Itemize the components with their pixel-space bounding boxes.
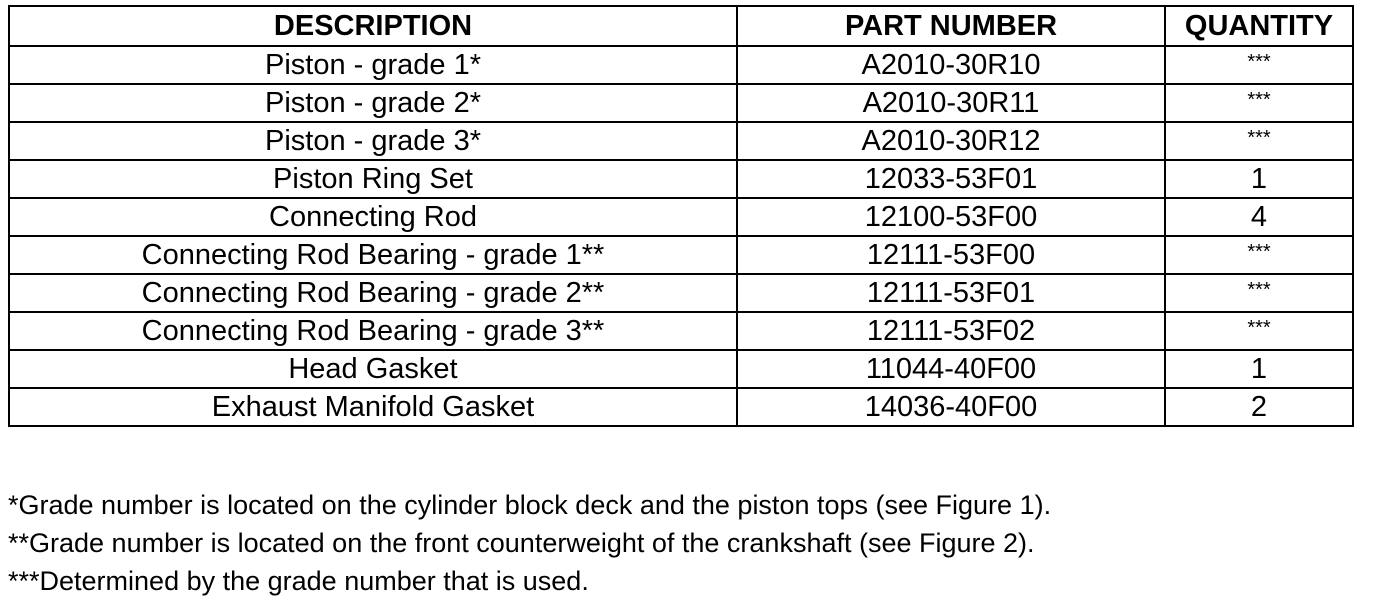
cell-description: Head Gasket xyxy=(9,350,737,388)
cell-description: Piston - grade 1* xyxy=(9,46,737,84)
cell-description: Piston Ring Set xyxy=(9,160,737,198)
cell-quantity: *** xyxy=(1165,84,1353,122)
footnotes xyxy=(8,486,1051,600)
cell-part-number: A2010-30R12 xyxy=(737,122,1165,160)
footnote-grade-bearing: **Grade number is located on the front counterweight of the crankshaft (see Figure 2). xyxy=(8,528,1035,558)
table-row xyxy=(9,198,1353,236)
header-quantity: QUANTITY xyxy=(1165,6,1353,46)
table-row xyxy=(9,236,1353,274)
cell-part-number: 11044-40F00 xyxy=(737,350,1165,388)
cell-quantity: *** xyxy=(1165,46,1353,84)
cell-description: Connecting Rod xyxy=(9,198,737,236)
table-header-row xyxy=(9,6,1353,46)
cell-quantity: *** xyxy=(1165,122,1353,160)
cell-part-number: A2010-30R10 xyxy=(737,46,1165,84)
cell-quantity: 2 xyxy=(1165,388,1353,426)
table-row xyxy=(9,312,1353,350)
cell-part-number: 14036-40F00 xyxy=(737,388,1165,426)
table-row xyxy=(9,388,1353,426)
cell-part-number: 12111-53F02 xyxy=(737,312,1165,350)
cell-quantity: 1 xyxy=(1165,350,1353,388)
cell-quantity: 4 xyxy=(1165,198,1353,236)
header-part-number: PART NUMBER xyxy=(737,6,1165,46)
cell-description: Connecting Rod Bearing - grade 2** xyxy=(9,274,737,312)
cell-quantity: *** xyxy=(1165,312,1353,350)
table-row xyxy=(9,46,1353,84)
header-description: DESCRIPTION xyxy=(9,6,737,46)
cell-description: Connecting Rod Bearing - grade 1** xyxy=(9,236,737,274)
cell-part-number: 12111-53F00 xyxy=(737,236,1165,274)
footnote-grade-piston: *Grade number is located on the cylinder block deck and the piston tops (see Figure 1). xyxy=(8,490,1052,520)
footnote-quantity: ***Determined by the grade number that is used. xyxy=(8,566,589,596)
cell-description: Piston - grade 3* xyxy=(9,122,737,160)
cell-quantity: *** xyxy=(1165,236,1353,274)
cell-quantity: 1 xyxy=(1165,160,1353,198)
table-row xyxy=(9,84,1353,122)
table-row xyxy=(9,274,1353,312)
cell-part-number: 12033-53F01 xyxy=(737,160,1165,198)
cell-description: Exhaust Manifold Gasket xyxy=(9,388,737,426)
cell-quantity: *** xyxy=(1165,274,1353,312)
cell-part-number: A2010-30R11 xyxy=(737,84,1165,122)
cell-part-number: 12111-53F01 xyxy=(737,274,1165,312)
cell-description: Piston - grade 2* xyxy=(9,84,737,122)
table-row xyxy=(9,122,1353,160)
parts-table xyxy=(8,5,1354,427)
table-row xyxy=(9,350,1353,388)
cell-part-number: 12100-53F00 xyxy=(737,198,1165,236)
table-row xyxy=(9,160,1353,198)
cell-description: Connecting Rod Bearing - grade 3** xyxy=(9,312,737,350)
